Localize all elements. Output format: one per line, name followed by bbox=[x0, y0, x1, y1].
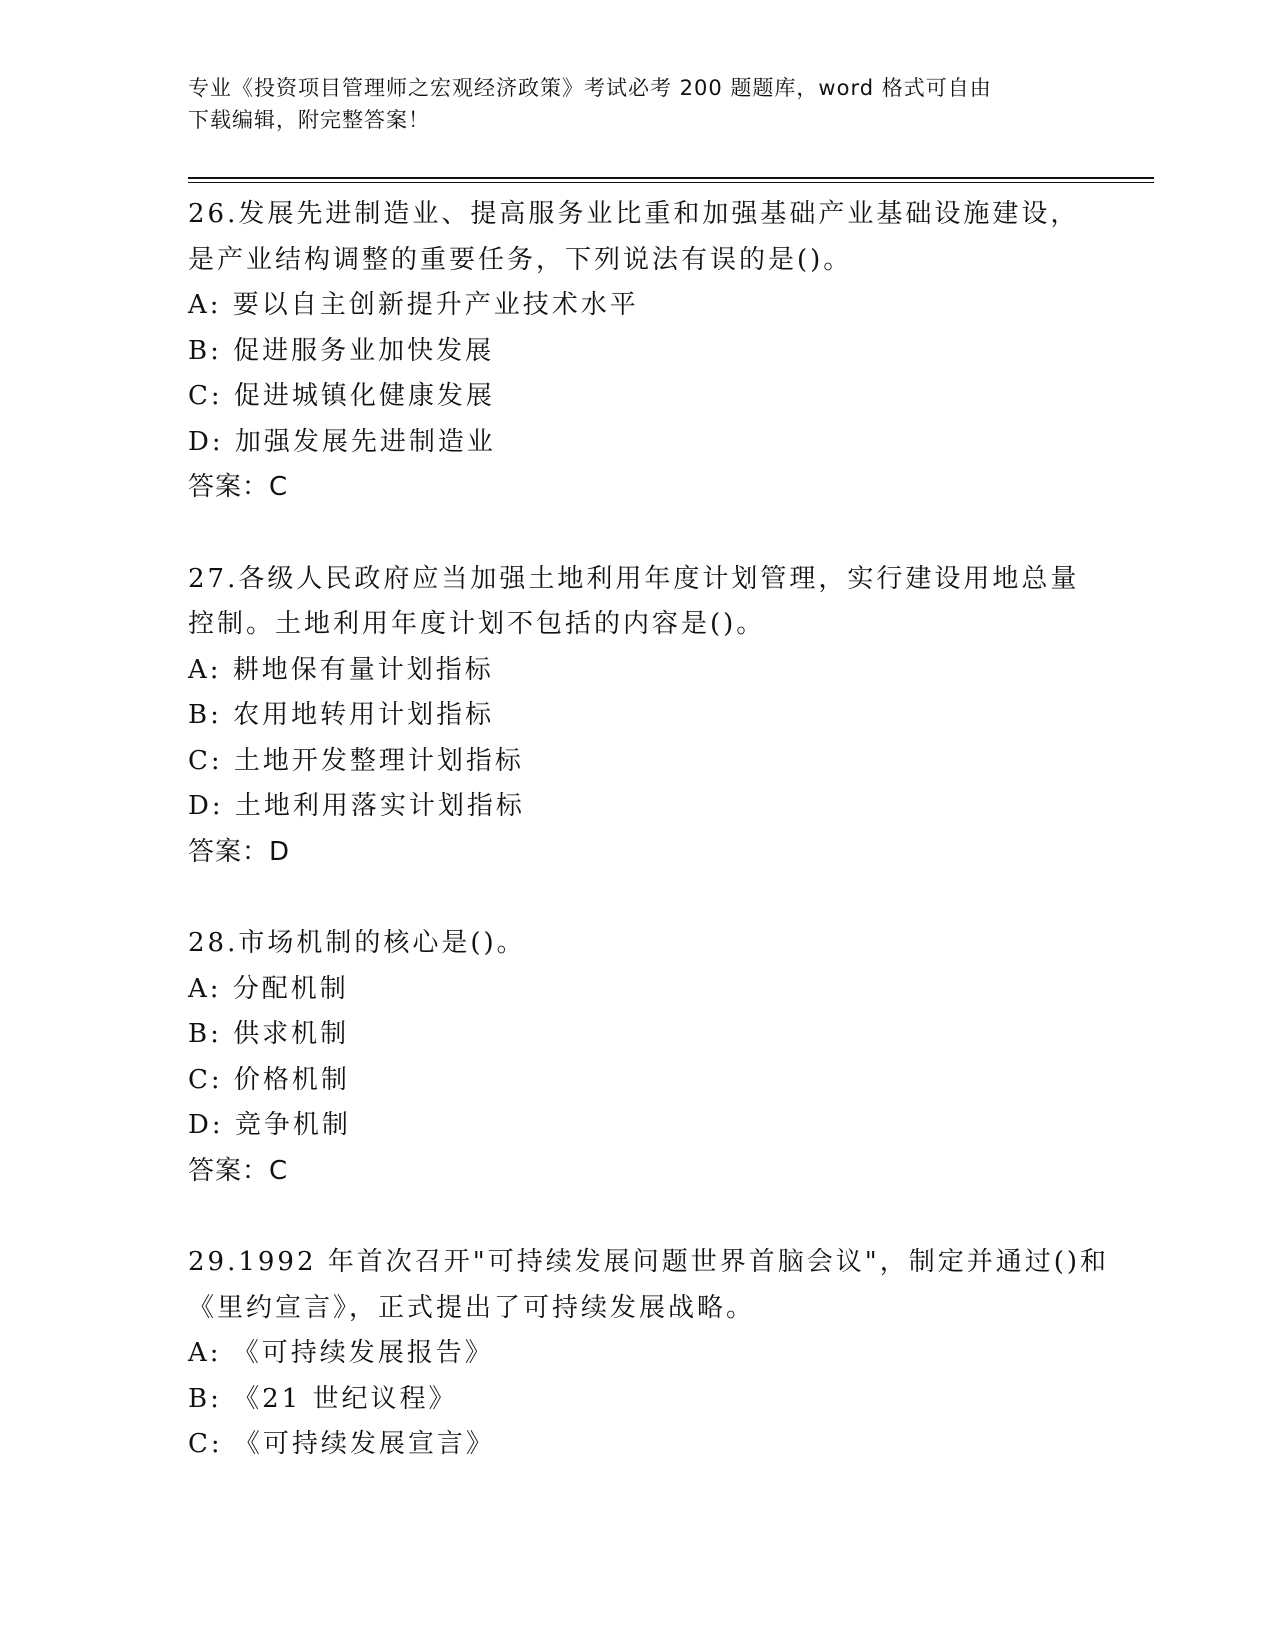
option-c: C: 促进城镇化健康发展 bbox=[188, 381, 495, 411]
question-26 bbox=[188, 192, 1148, 511]
option-a: A: 要以自主创新提升产业技术水平 bbox=[188, 290, 639, 320]
header-line-2: 下载编辑，附完整答案！ bbox=[188, 108, 430, 132]
answer-line: 答案：C bbox=[188, 472, 289, 502]
question-list bbox=[188, 192, 1148, 1514]
option-d: D: 加强发展先进制造业 bbox=[188, 426, 496, 457]
header-divider-thin bbox=[188, 182, 1154, 183]
option-b: B: 《21 世纪议程》 bbox=[188, 1383, 458, 1414]
option-d: D: 竞争机制 bbox=[188, 1110, 351, 1140]
option-c: C: 土地开发整理计划指标 bbox=[188, 745, 524, 776]
header-divider-thick bbox=[188, 177, 1154, 179]
question-stem-line: 控制。土地利用年度计划不包括的内容是()。 bbox=[188, 609, 766, 639]
question-29 bbox=[188, 1240, 1148, 1468]
option-b: B: 农用地转用计划指标 bbox=[188, 700, 495, 730]
question-stem-line: 29.1992 年首次召开"可持续发展问题世界首脑会议"，制定并通过()和 bbox=[188, 1247, 1109, 1277]
option-d: D: 土地利用落实计划指标 bbox=[188, 791, 525, 821]
option-b: B: 供求机制 bbox=[188, 1019, 350, 1049]
question-stem-line: 是产业结构调整的重要任务，下列说法有误的是()。 bbox=[188, 244, 853, 275]
option-a: A: 耕地保有量计划指标 bbox=[188, 654, 494, 685]
option-c: C: 《可持续发展宣言》 bbox=[188, 1429, 495, 1459]
question-27 bbox=[188, 557, 1148, 876]
option-a: A: 《可持续发展报告》 bbox=[188, 1338, 494, 1368]
document-header bbox=[188, 72, 1088, 136]
question-stem-line: 26.发展先进制造业、提高服务业比重和加强基础产业基础设施建设， bbox=[188, 199, 1080, 229]
question-stem-line: 27.各级人民政府应当加强土地利用年度计划管理，实行建设用地总量 bbox=[188, 563, 1080, 594]
answer-line: 答案：D bbox=[188, 836, 291, 867]
header-line-1: 专业《投资项目管理师之宏观经济政策》考试必考 200 题题库，word 格式可自由 bbox=[188, 76, 992, 100]
answer-line: 答案：C bbox=[188, 1155, 289, 1186]
question-28 bbox=[188, 921, 1148, 1194]
option-a: A: 分配机制 bbox=[188, 973, 349, 1004]
option-c: C: 价格机制 bbox=[188, 1064, 350, 1095]
question-stem-line: 《里约宣言》，正式提出了可持续发展战略。 bbox=[188, 1292, 756, 1323]
question-stem-line: 28.市场机制的核心是()。 bbox=[188, 928, 526, 958]
option-b: B: 促进服务业加快发展 bbox=[188, 335, 495, 366]
